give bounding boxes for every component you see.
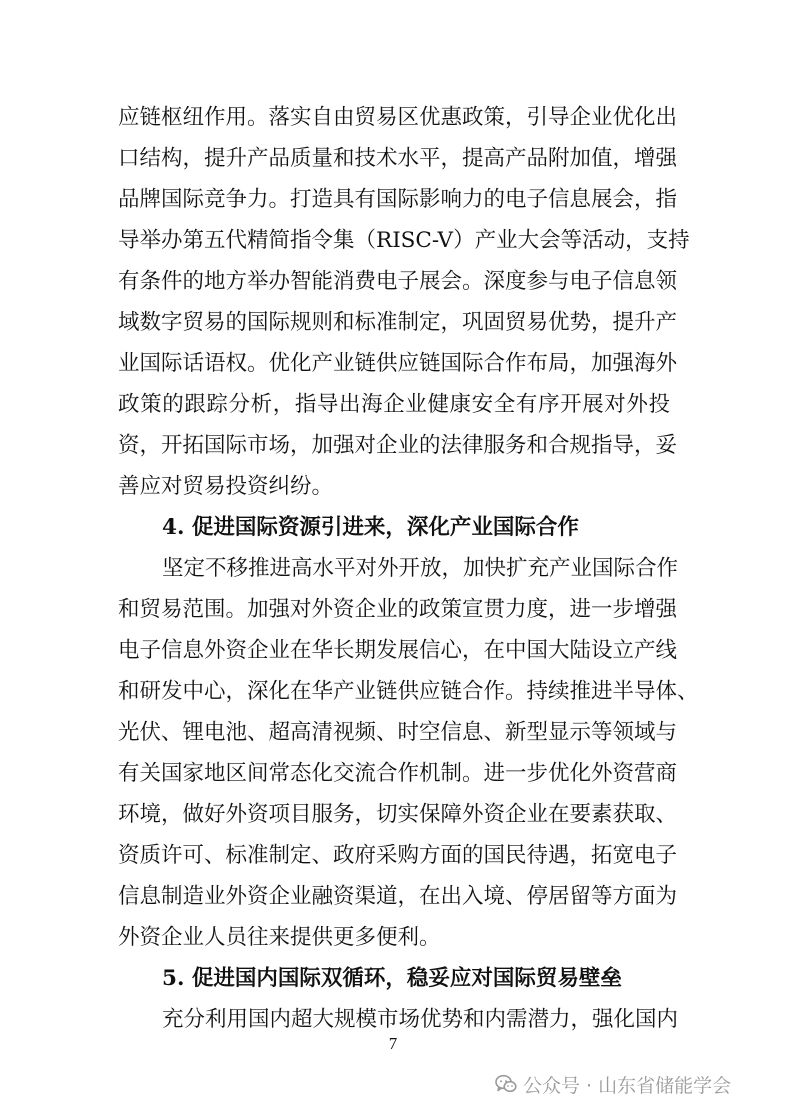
paragraph-line: 和贸易范围。加强对外资企业的政策宣贯力度，进一步增强 (118, 597, 678, 622)
wechat-icon (495, 1074, 517, 1094)
paragraph-line: 环境，做好外资项目服务，切实保障外资企业在要素获取、 (118, 802, 678, 827)
paragraph-line: 善应对贸易投资纠纷。 (118, 474, 334, 499)
watermark-text: 公众号 · 山东省储能学会 (523, 1074, 732, 1097)
section-heading: 4. 促进国际资源引进来，深化产业国际合作 (162, 515, 579, 540)
paragraph-line: 应链枢纽作用。落实自由贸易区优惠政策，引导企业优化出 (118, 105, 678, 130)
page-number: 7 (388, 1034, 398, 1053)
paragraph-line: 有关国家地区间常态化交流合作机制。进一步优化外资营商 (118, 761, 678, 786)
paragraph-line: 坚定不移推进高水平对外开放，加快扩充产业国际合作 (162, 556, 679, 581)
section-heading: 5. 促进国内国际双循环，稳妥应对国际贸易壁垒 (162, 966, 622, 991)
paragraph-line: 有条件的地方举办智能消费电子展会。深度参与电子信息领 (118, 269, 678, 294)
paragraph-line: 导举办第五代精简指令集（RISC-V）产业大会等活动，支持 (118, 228, 690, 253)
paragraph-line: 外资企业人员往来提供更多便利。 (118, 925, 441, 950)
paragraph-line: 口结构，提升产品质量和技术水平，提高产品附加值，增强 (118, 146, 678, 171)
paragraph-line: 政策的跟踪分析，指导出海企业健康安全有序开展对外投 (118, 392, 670, 417)
paragraph-line: 品牌国际竞争力。打造具有国际影响力的电子信息展会，指 (118, 187, 678, 212)
paragraph-line: 资，开拓国际市场，加强对企业的法律服务和合规指导，妥 (118, 433, 678, 458)
paragraph-line: 信息制造业外资企业融资渠道，在出入境、停居留等方面为 (118, 884, 678, 909)
paragraph-line: 充分利用国内超大规模市场优势和内需潜力，强化国内 (162, 1007, 679, 1032)
paragraph-line: 电子信息外资企业在华长期发展信心，在中国大陆设立产线 (118, 638, 678, 663)
paragraph-line: 资质许可、标准制定、政府采购方面的国民待遇，拓宽电子 (118, 843, 678, 868)
paragraph-line: 业国际话语权。优化产业链供应链国际合作布局，加强海外 (118, 351, 678, 376)
paragraph-line: 域数字贸易的国际规则和标准制定，巩固贸易优势，提升产 (118, 310, 678, 335)
watermark (495, 1070, 731, 1098)
paragraph-line: 和研发中心，深化在华产业链供应链合作。持续推进半导体、 (118, 679, 699, 704)
paragraph-line: 光伏、锂电池、超高清视频、时空信息、新型显示等领域与 (118, 720, 678, 745)
